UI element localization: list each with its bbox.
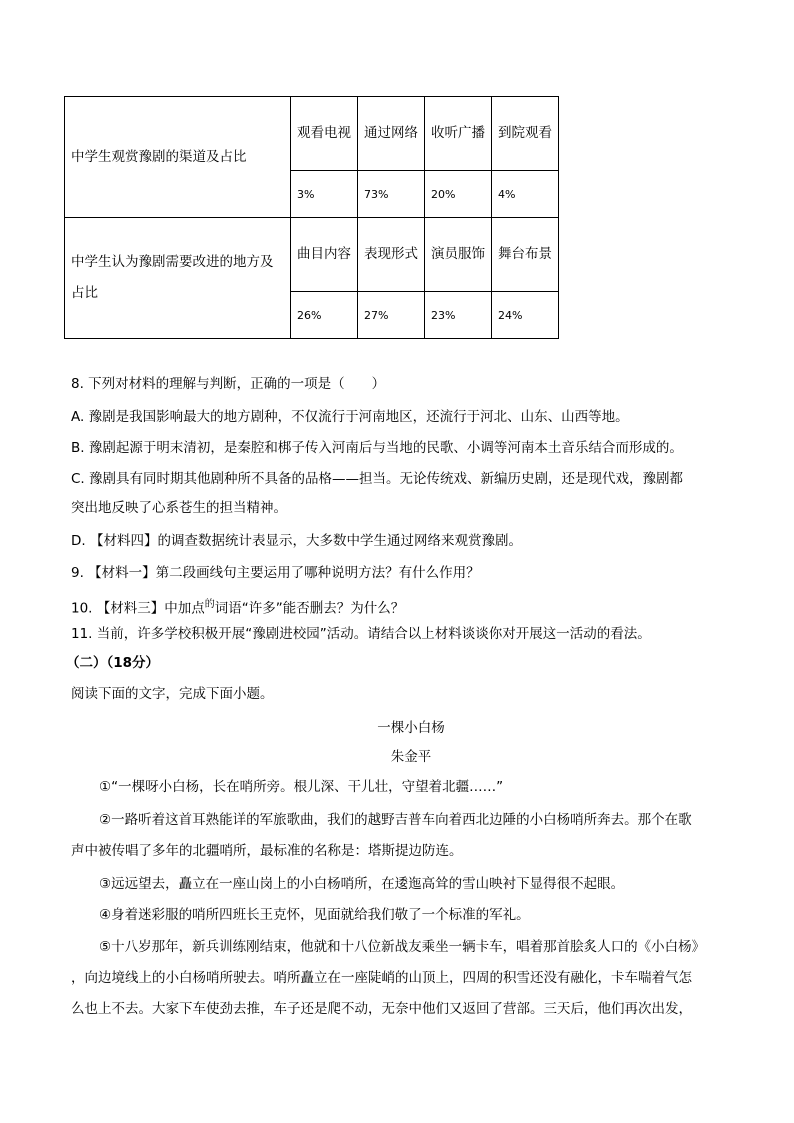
- option-c: C. 豫剧具有同时期其他剧种所不具备的品格——担当。无论传统戏、新编历史剧，还是现代戏，豫剧都: [71, 471, 684, 487]
- category-cell: 收听广播: [425, 97, 492, 171]
- option-a: A. 豫剧是我国影响最大的地方剧种，不仅流行于河南地区，还流行于河北、山东、山西等地。: [71, 409, 629, 425]
- category-cell: 表现形式: [358, 218, 425, 292]
- percent-cell: 4%: [492, 171, 559, 218]
- percent-cell: 24%: [492, 292, 559, 339]
- paragraph-line: 声中被传唱了多年的北疆哨所，最标准的名称是：塔斯提边防连。: [71, 843, 463, 859]
- category-cell: 曲目内容: [291, 218, 358, 292]
- paragraph-line: ，向边境线上的小白杨哨所驶去。哨所矗立在一座陡峭的山顶上，四周的积雪还没有融化，卡车喘着气怎: [71, 970, 692, 986]
- option-b: B. 豫剧起源于明末清初，是秦腔和梆子传入河南后与当地的民歌、小调等河南本土音乐结合而形成的。: [71, 440, 683, 456]
- category-cell: 演员服饰: [425, 218, 492, 292]
- category-cell: 舞台布景: [492, 218, 559, 292]
- option-d: D. 【材料四】的调查数据统计表显示，大多数中学生通过网络来观赏豫剧。: [71, 533, 522, 549]
- row-label: 中学生认为豫剧需要改进的地方及占比: [65, 218, 291, 339]
- paragraph-line: ⑤十八岁那年，新兵训练刚结束，他就和十八位新战友乘坐一辆卡车，唱着那首脍炙人口的《小白杨》: [99, 939, 706, 955]
- question-8: 8. 下列对材料的理解与判断，正确的一项是（ ）: [71, 376, 386, 392]
- question-10-superscript: 的: [204, 599, 215, 610]
- question-10: [71, 595, 404, 619]
- question-10-part1: 10. 【材料三】中加点: [71, 600, 205, 617]
- percent-cell: 26%: [291, 292, 358, 339]
- row-label: 中学生观赏豫剧的渠道及占比: [65, 97, 291, 218]
- paragraph-line: ②一路听着这首耳熟能详的军旅歌曲，我们的越野吉普车向着西北边陲的小白杨哨所奔去。那个在歌: [99, 812, 692, 828]
- category-cell: 通过网络: [358, 97, 425, 171]
- percent-cell: 23%: [425, 292, 492, 339]
- paragraph-line: 么也上不去。大家下车使劲去推，车子还是爬不动，无奈中他们又返回了营部。三天后，他们再次出发，: [71, 1001, 692, 1017]
- category-cell: 观看电视: [291, 97, 358, 171]
- article-author: 朱金平: [390, 749, 432, 765]
- percent-cell: 73%: [358, 171, 425, 218]
- percent-cell: 3%: [291, 171, 358, 218]
- section-instruction: 阅读下面的文字，完成下面小题。: [71, 686, 274, 702]
- percent-cell: 20%: [425, 171, 492, 218]
- question-9: 9. 【材料一】第二段画线句主要运用了哪种说明方法？有什么作用？: [71, 565, 480, 581]
- survey-table: [64, 96, 559, 339]
- percent-cell: 27%: [358, 292, 425, 339]
- paragraph-line: ④身着迷彩服的哨所四班长王克怀，见面就给我们敬了一个标准的军礼。: [99, 907, 530, 923]
- article-title: 一棵小白杨: [377, 720, 445, 736]
- paragraph-line: ③远远望去，矗立在一座山岗上的小白杨哨所，在逶迤高耸的雪山映衬下显得很不起眼。: [99, 876, 625, 892]
- table-row: [65, 218, 559, 292]
- option-c-continued: 突出地反映了心系苍生的担当精神。: [71, 500, 287, 516]
- question-10-part2: 词语“许多”能否删去？为什么？: [214, 600, 405, 617]
- question-11: 11. 当前，许多学校积极开展“豫剧进校园”活动。请结合以上材料谈谈你对开展这一活动的看法。: [71, 626, 651, 642]
- paragraph-line: ①“一棵呀小白杨，长在哨所旁。根儿深、干儿壮，守望着北疆……”: [99, 779, 504, 795]
- category-cell: 到院观看: [492, 97, 559, 171]
- table-row: [65, 97, 559, 171]
- section-heading: （二）（18分）: [66, 655, 160, 671]
